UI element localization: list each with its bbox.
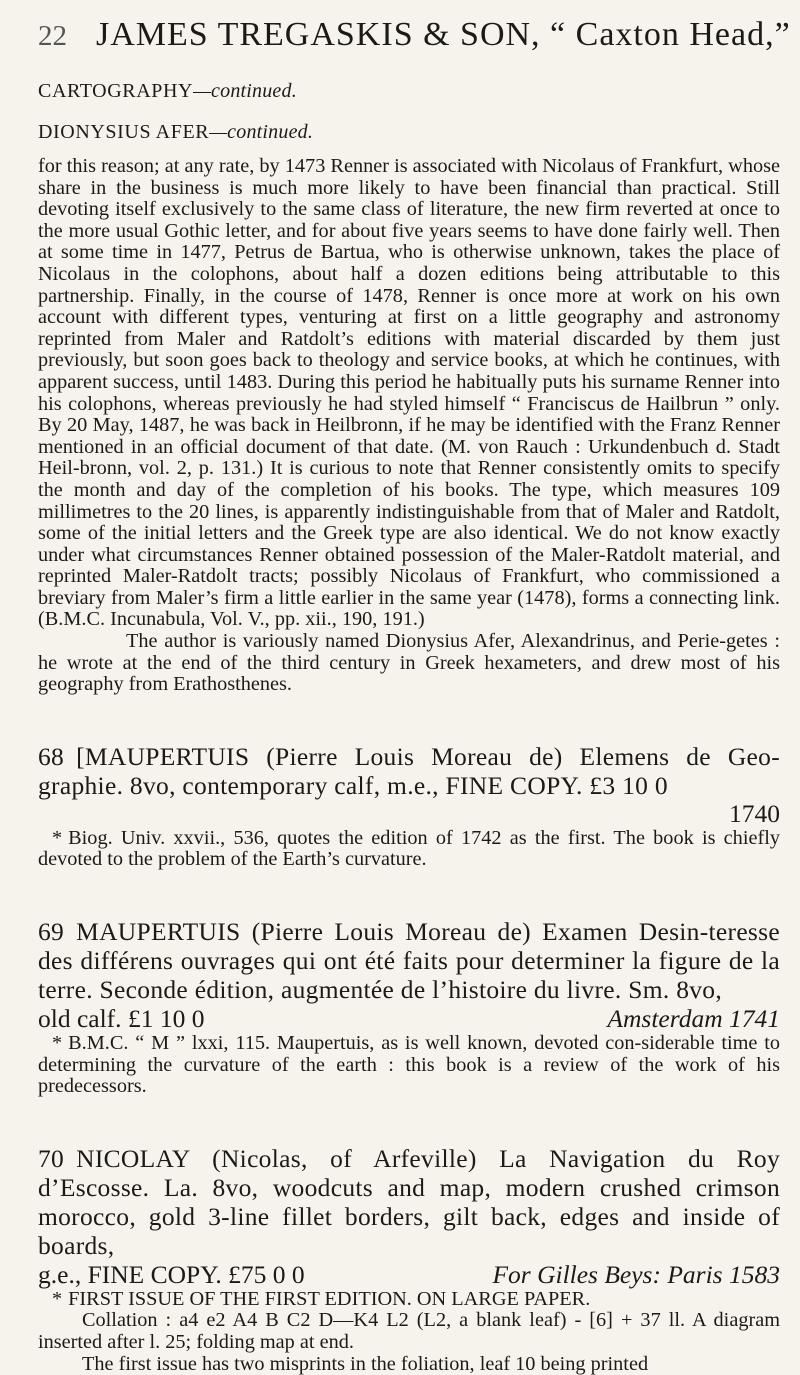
- section-continued: —continued.: [193, 80, 297, 102]
- entry-title-text: MAUPERTUIS (Pierre Louis Moreau de) Examen Desin-teresse des différens ouvrages qui ont été faits pour determiner la figure de la terre. Seconde édition, augmentée de l’histoire du livre. Sm. 8vo,: [38, 917, 780, 1005]
- catalogue-entry-68: [38, 742, 780, 871]
- sub-continued: —continued.: [209, 121, 314, 143]
- entry-title: [38, 917, 780, 1004]
- entry-imprint: 1740: [729, 798, 780, 828]
- sub-heading: [38, 121, 780, 144]
- entry-title: [38, 742, 780, 800]
- entry-number: 68: [38, 741, 65, 771]
- entry-price: £3 10 0: [589, 770, 668, 800]
- entry-note-text: Biog. Univ. xxvii., 536, quotes the edition of 1742 as the first. The book is chiefly devoted to the problem of the Earth’s curvature.: [38, 826, 780, 871]
- paragraph-2: The author is variously named Dionysius Afer, Alexandrinus, and Perie-getes : he wrote at the end of the third century in Greek hexameters, and drew most of his geography from Erathosthenes.: [38, 630, 780, 696]
- note-asterism: *: [52, 1032, 63, 1055]
- entry-title: [38, 1144, 780, 1260]
- entry-note: [38, 1033, 780, 1098]
- sub-heading-text: DIONYSIUS AFER: [38, 121, 210, 143]
- entry-price: £75 0 0: [228, 1259, 305, 1289]
- page-header: [38, 12, 791, 53]
- entry-number: 69: [38, 917, 65, 947]
- entry-continuation: The first issue has two misprints in the foliation, leaf 10 being printed: [82, 1352, 649, 1375]
- entry-note: [38, 828, 780, 871]
- entry-title-text: [MAUPERTUIS (Pierre Louis Moreau de) Elemens de Geo-graphie. 8vo, contemporary calf, m.e., FINE COPY.: [38, 741, 780, 800]
- entry-imprint: Amsterdam 1741: [607, 1004, 780, 1034]
- entry-note-text: FIRST ISSUE OF THE FIRST EDITION. ON LARGE PAPER.: [68, 1287, 591, 1310]
- entry-price-line: [38, 1260, 780, 1289]
- section-heading-text: CARTOGRAPHY: [38, 80, 194, 102]
- note-asterism: *: [52, 826, 63, 849]
- catalogue-entry-69: [38, 917, 780, 1098]
- page-number: 22: [38, 20, 67, 52]
- page-body: [38, 72, 780, 1375]
- section-heading: [38, 80, 780, 103]
- entry-note-text: B.M.C. “ M ” lxxi, 115. Maupertuis, as is well known, devoted con-siderable time to determining the curvature of the earth : this book is a review of the work of his predecessors.: [38, 1032, 780, 1098]
- entry-binding: g.e., FINE COPY.: [38, 1259, 222, 1289]
- entry-collation: Collation : a4 e2 A4 B C2 D—K4 L2 (L2, a blank leaf) - [6] + 37 ll. A diagram inserted after l. 25; folding map at end.: [38, 1309, 780, 1353]
- note-asterism: *: [52, 1287, 63, 1310]
- paragraph-1: for this reason; at any rate, by 1473 Renner is associated with Nicolaus of Frankfurt, whose share in the business is much more likely to have been financial than practical. Still devoting itself exclusively to the same class of literature, the new firm reverted at once to the more usual Gothic letter, and for about five years seems to have done fairly well. Then at some time in 1477, Petrus de Bartua, who is otherwise unknown, takes the place of Nicolaus in the colophons, about half a dozen editions being attributable to this partnership. Finally, in the course of 1478, Renner is once more at work on his own account with different types, venturing at first on a little geography and astronomy reprinted from Maler and Ratdolt’s editions with material discarded by them just previously, but soon goes back to theology and service books, at which he continues, with apparent success, until 1483. During this period he habitually puts his surname Renner into his colophons, whereas previously he had styled himself “ Franciscus de Hailbrun ” only. By 20 May, 1487, he was back in Heilbronn, if he may be identified with the Franz Renner mentioned in an official document of that date. (M. von Rauch : Urkundenbuch d. Stadt Heil-bronn, vol. 2, p. 131.) It is curious to note that Renner consistently omits to specify the month and day of the completion of his books. The type, which measures 109 millimetres to the 20 lines, is apparently indistinguishable from that of Maler and Ratdolt, some of the initial letters and the Greek type are also identical. We do not know exactly under what circumstances Renner obtained possession of the Maler-Ratdolt material, and reprinted Maler-Ratdolt tracts; possibly Nicolaus of Frankfurt, who commissioned a breviary from Maler’s firm a little earlier in the same year (1478), forms a connecting link. (B.M.C. Incunabula, Vol. V., pp. xii., 190, 191.): [38, 155, 780, 631]
- running-title: JAMES TREGASKIS & SON, “ Caxton Head,”: [96, 16, 791, 53]
- entry-title-text: NICOLAY (Nicolas, of Arfeville) La Navigation du Roy d’Escosse. La. 8vo, woodcuts and map, modern crushed crimson morocco, gold 3-line fillet borders, gilt back, edges and inside of boards,: [38, 1143, 780, 1260]
- catalogue-entry-70: [38, 1144, 780, 1375]
- entry-number: 70: [38, 1143, 65, 1173]
- entry-imprint: For Gilles Beys: Paris 1583: [492, 1259, 780, 1289]
- entry-note: [38, 1289, 780, 1311]
- entry-binding: old calf.: [38, 1004, 122, 1034]
- entry-price: £1 10 0: [127, 1004, 205, 1034]
- entry-price-line: [38, 1004, 780, 1033]
